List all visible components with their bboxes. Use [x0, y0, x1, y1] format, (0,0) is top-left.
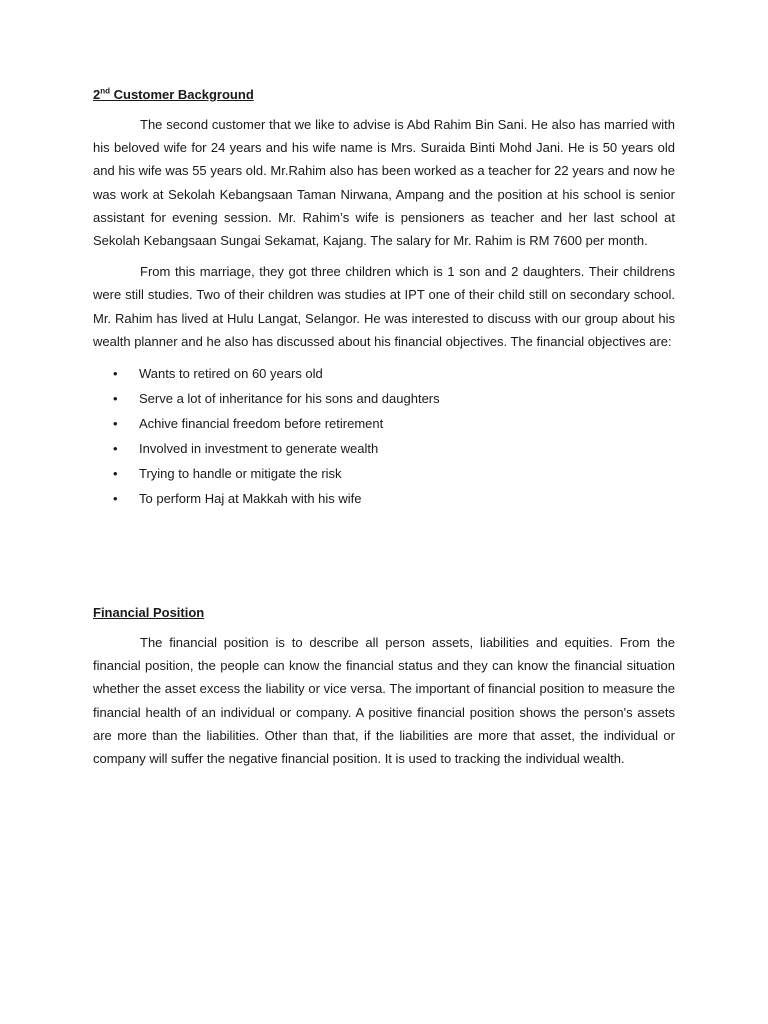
- list-item: [93, 361, 675, 386]
- financial-position-paragraph: The financial position is to describe all person assets, liabilities and equities. From the financial position, the people can know the financial status and they can know the financial situation whether the asset excess the liability or vice versa. The important of financial position to measure the financial health of an individual or company. A positive financial position shows the person's assets are more than the liabilities. Other than that, if the liabilities are more that asset, the individual or company will suffer the negative financial position. It is used to tracking the individual wealth.: [93, 635, 675, 767]
- list-item-text: To perform Haj at Makkah with his wife: [139, 491, 362, 507]
- list-item-text: Achive financial freedom before retirement: [139, 416, 384, 432]
- bullet-icon: •: [113, 391, 118, 407]
- section-heading-financial-position: Financial Position: [93, 605, 205, 620]
- bullet-icon: •: [113, 416, 118, 432]
- customer-background-section: [93, 86, 675, 511]
- list-item-text: Wants to retired on 60 years old: [139, 366, 323, 382]
- list-item-text: Trying to handle or mitigate the risk: [139, 466, 342, 482]
- list-item: [93, 436, 675, 461]
- heading-text: Customer Background: [110, 87, 254, 102]
- list-item: [93, 461, 675, 486]
- heading-ordinal-suffix: nd: [100, 86, 111, 96]
- bullet-icon: •: [113, 441, 118, 457]
- list-item: [93, 386, 675, 411]
- background-paragraph-1: The second customer that we like to advise is Abd Rahim Bin Sani. He also has married with his beloved wife for 24 years and his wife name is Mrs. Suraida Binti Mohd Jani. He is 50 years old and his wife was 55 years old. Mr.Rahim also has been worked as a teacher for 22 years and now he was work at Sekolah Kebangsaan Taman Nirwana, Ampang and the position at his school is senior assistant for evening session. Mr. Rahim’s wife is pensioners as teacher and her last school at Sekolah Kebangsaan Sungai Sekamat, Kajang. The salary for Mr. Rahim is RM 7600 per month.: [93, 117, 675, 249]
- list-item-text: Involved in investment to generate wealth: [139, 441, 379, 457]
- background-paragraph-2: From this marriage, they got three children which is 1 son and 2 daughters. Their childrens were still studies. Two of their children was studies at IPT one of their child still on secondary school. Mr. Rahim has lived at Hulu Langat, Selangor. He was interested to discuss with our group about his wealth planner and he also has discussed about his financial objectives. The financial objectives are:: [93, 264, 675, 349]
- bullet-icon: •: [113, 466, 118, 482]
- list-item-text: Serve a lot of inheritance for his sons and daughters: [139, 391, 440, 407]
- financial-position-section: [93, 604, 675, 778]
- bullet-icon: •: [113, 366, 118, 382]
- financial-objectives-list: [93, 361, 675, 511]
- bullet-icon: •: [113, 491, 118, 507]
- list-item: [93, 486, 675, 511]
- list-item: [93, 411, 675, 436]
- heading-number: 2: [93, 87, 101, 102]
- section-heading-customer-background: [93, 86, 675, 104]
